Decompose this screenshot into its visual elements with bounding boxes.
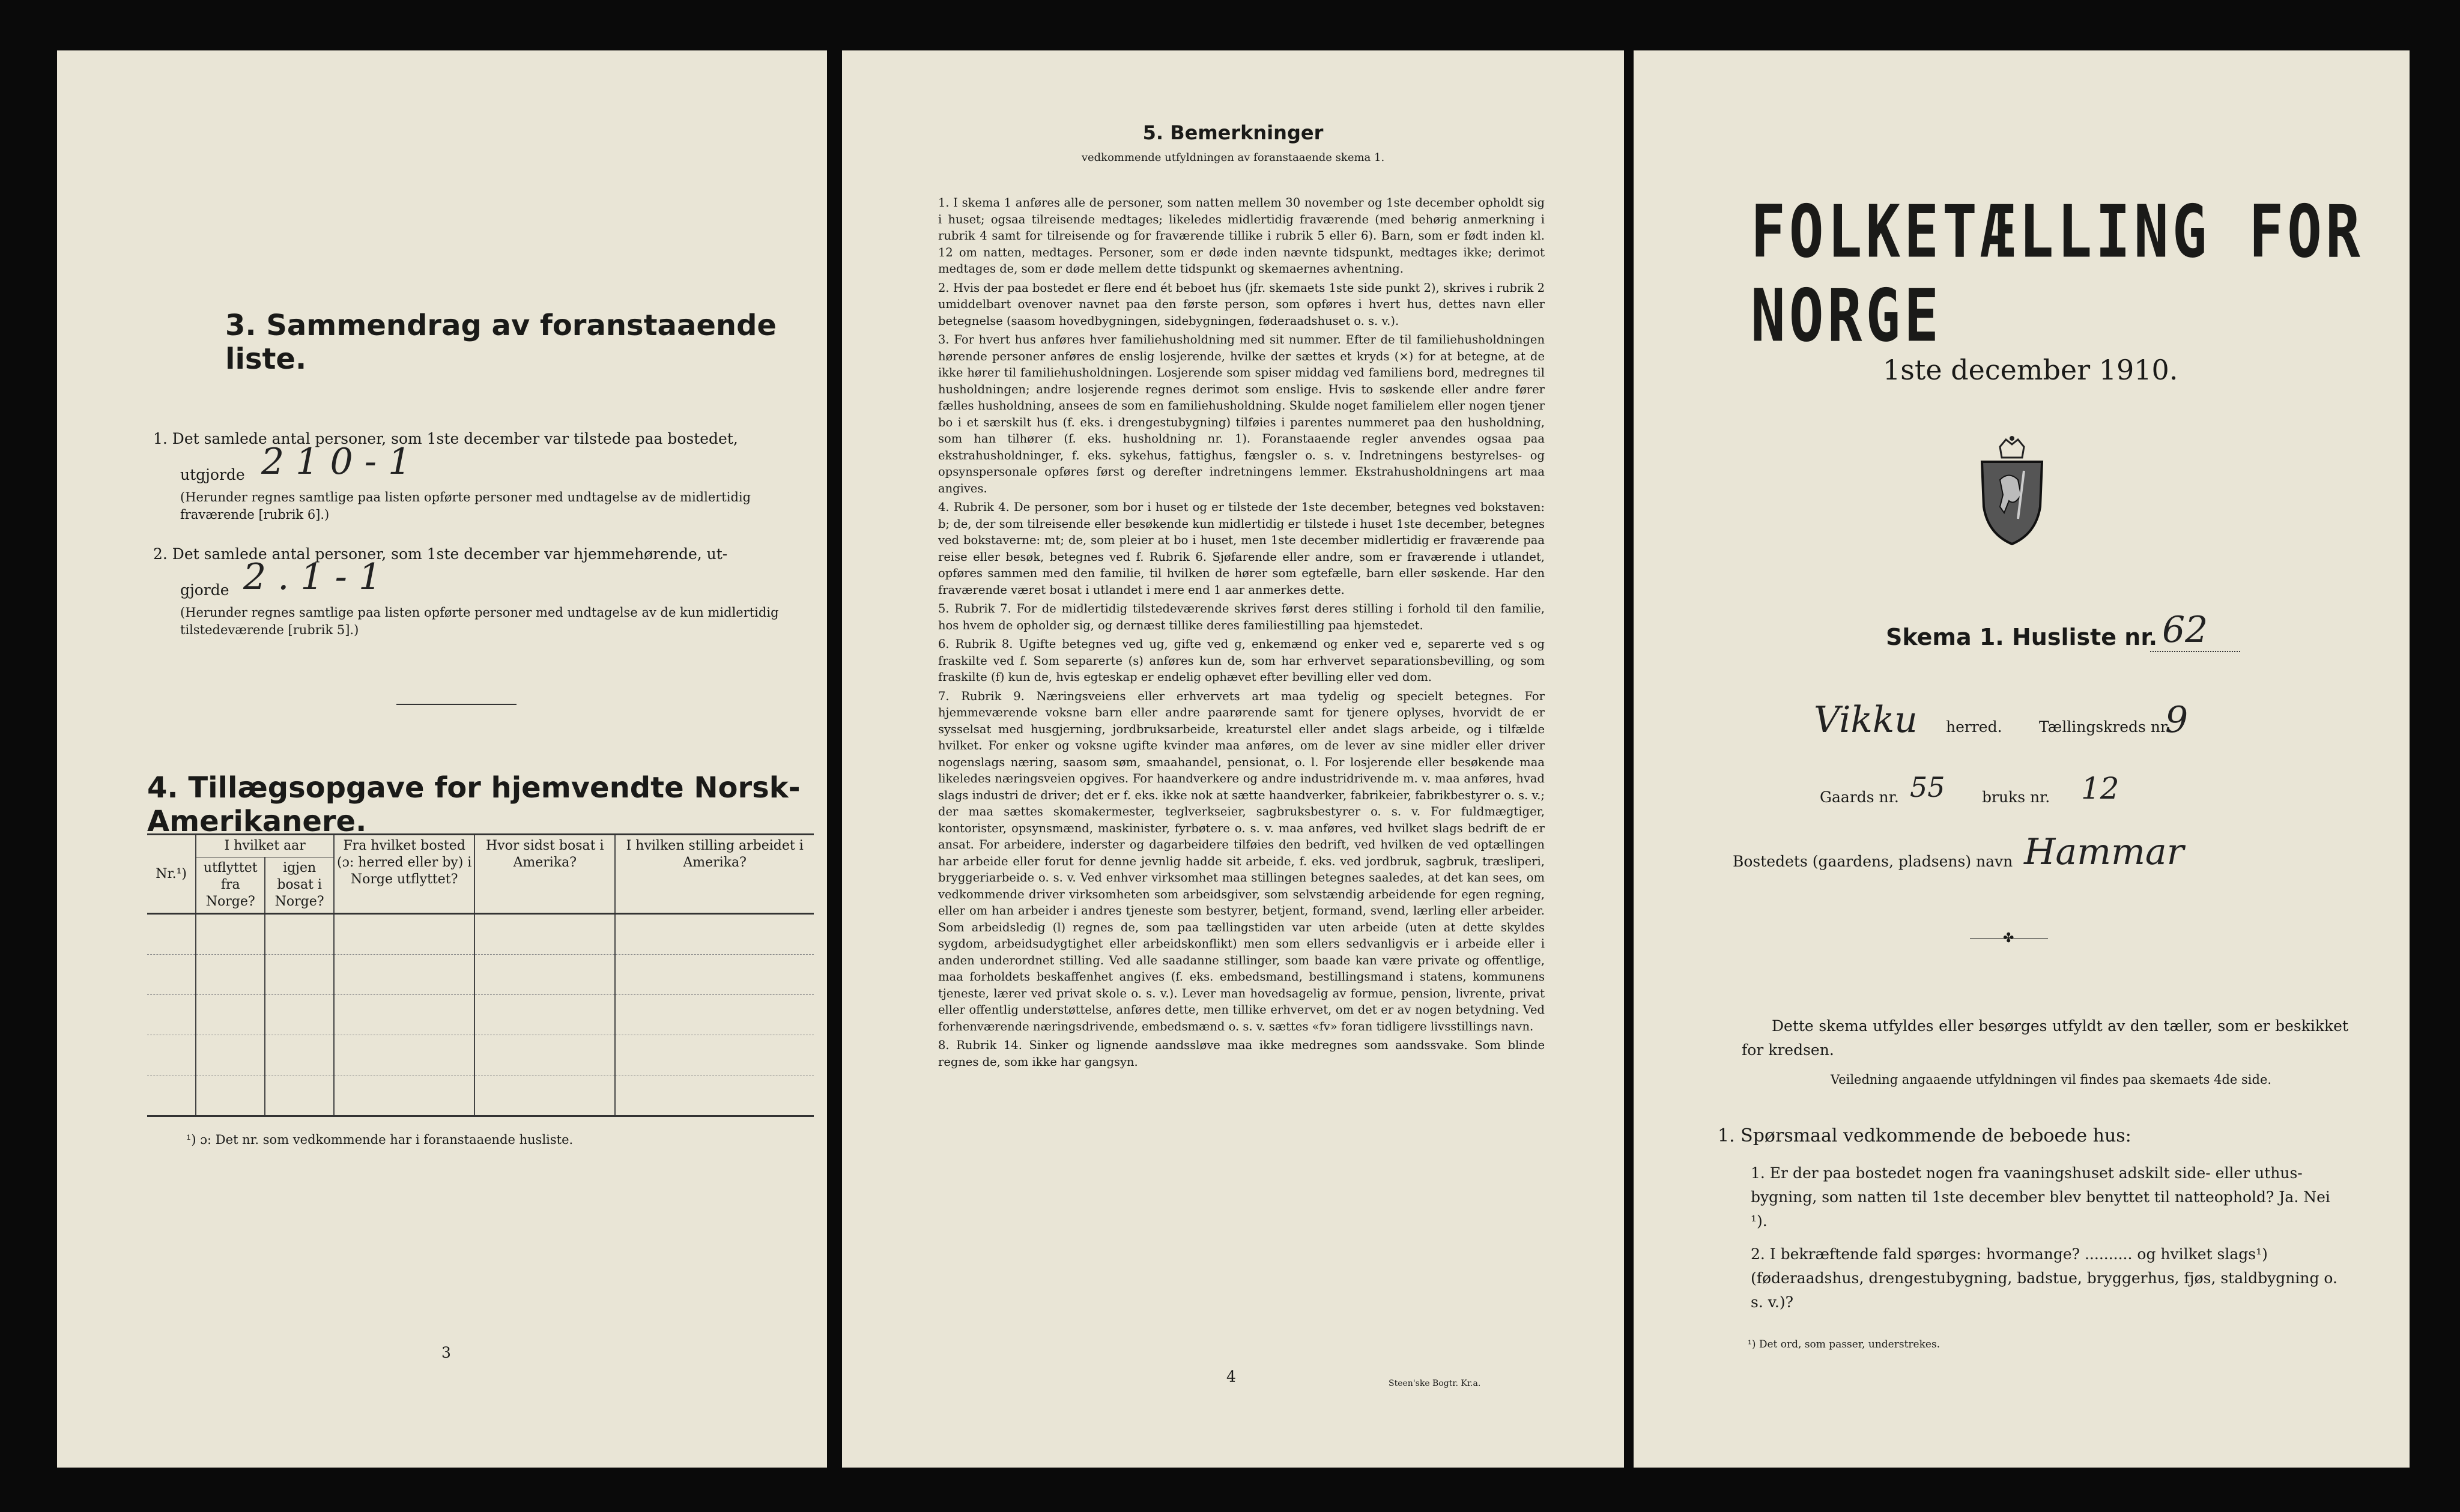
intro-text: Dette skema utfyldes eller besørges utfyldt av den tæller, som er beskikket for kredsen. (1742, 1017, 2348, 1059)
remark-6: 6. Rubrik 8. Ugifte betegnes ved ug, gifte ved g, enkemænd og enker ved e, separerte ved s og fraskilte ved f. Som separerte (s) anføres kun de, som har erhvervet separationsbevilling, og som fraskilte (f) kun de, hvis egteskap er endelig ophævet efter bevilling eller ved dom. (938, 637, 1545, 684)
col-position: I hvilken stilling arbeidet i Amerika? (615, 835, 814, 914)
gaards-label: Gaards nr. (1820, 788, 1899, 806)
page-left (57, 50, 827, 1468)
right-footnote: ¹) Det ord, som passer, understrekes. (1748, 1338, 1940, 1350)
gaards-handwritten: 55 (1910, 771, 1945, 803)
dotted-line (2150, 651, 2240, 653)
table-footnote: ¹) ɔ: Det nr. som vedkommende har i foranstaaende husliste. (186, 1132, 574, 1147)
kreds-handwritten: 9 (2165, 699, 2189, 741)
section-3-title: 3. Sammendrag av foranstaaende liste. (225, 309, 777, 376)
s3-q1-label: utgjorde (180, 466, 245, 483)
remarks-title: 5. Bemerkninger (1142, 121, 1324, 144)
page-right (1634, 50, 2410, 1468)
page-middle (842, 50, 1624, 1468)
s3-q2-label: gjorde (180, 581, 229, 599)
remarks-list (938, 195, 1545, 1072)
coat-of-arms-icon (1973, 435, 2051, 549)
table-row (147, 1075, 814, 1116)
census-date: 1ste december 1910. (1883, 354, 2178, 386)
table-row (147, 995, 814, 1035)
intro-note: Veiledning angaaende utfyldningen vil findes paa skemaets 4de side. (1830, 1072, 2272, 1087)
remark-5: 5. Rubrik 7. For de midlertidig tilstedeværende skrives først deres stilling i forhold til den familie, hos hvem de opholder sig, og dernæst tillike deres familiestilling paa hjemstedet. (938, 602, 1545, 632)
table-row (147, 1035, 814, 1075)
s3-q2-note: (Herunder regnes samtlige paa listen opførte personer med undtagelse av de kun midlertidig tilstedeværende [rubrik 5].) (180, 605, 779, 637)
col-where: Hvor sidst bosat i Amerika? (474, 835, 615, 914)
col-returned: igjen bosat i Norge? (265, 857, 334, 914)
remark-3: 3. For hvert hus anføres hver familiehusholdning med sit nummer. Efter de til familiehusholdningen hørende personer anføres de enslig losjerende, hvilke der sættes et kryds (×) for at betegne, at de ikke hører til familiehusholdningen. Losjerende som spiser middag ved familiens bord, medregnes til husholdningen; andre losjerende regnes derimot som enslige. Hvis to søskende eller andre fører fælles husholdning, ansees de som en familiehusholdning. Skulde noget familielem eller nogen tjener bo i et særskilt hus (f. eks. i drengestubygning) tilføies i parentes nummeret paa den husholdning, som han tilhører (f. eks. husholdning nr. 1). Foranstaaende regler anvendes ogsaa paa ekstrahusholdninger, f. eks. sykehus, fattighus, fængsler o. s. v. Indretningens bestyrelses- og opsynspersonale opføres først og derefter indretningens lemmer. Ekstrahusholdningens art maa angives. (938, 333, 1545, 495)
norsk-amerikanere-table (147, 833, 814, 1117)
herred-label: herred. (1946, 718, 2002, 736)
herred-handwritten: Vikku (1814, 699, 1918, 741)
col-from: Fra hvilket bosted (ɔ: herred eller by) i Norge utflyttet? (334, 835, 474, 914)
husliste-nr-handwritten: 62 (2162, 609, 2208, 651)
skema-label: Skema 1. Husliste nr. (1886, 624, 2158, 650)
census-title: FOLKETÆLLING FOR NORGE (1751, 190, 2364, 358)
table-row (147, 914, 814, 955)
question-1: 1. Er der paa bostedet nogen fra vaaningshuset adskilt side- eller uthus-bygning, som natten til 1ste december blev benyttet til natteophold? Ja. Nei ¹). (1751, 1164, 2330, 1230)
printer-credit: Steen'ske Bogtr. Kr.a. (1389, 1379, 1481, 1388)
s3-q1-text: 1. Det samlede antal personer, som 1ste december var tilstede paa bostedet, (153, 430, 738, 447)
remark-8: 8. Rubrik 14. Sinker og lignende aandssløve maa ikke medregnes som aandssvake. Som blinde regnes de, som ikke har gangsyn. (938, 1038, 1545, 1069)
bruks-label: bruks nr. (1982, 788, 2050, 806)
table-row (147, 955, 814, 995)
section-4-title: 4. Tillægsopgave for hjemvendte Norsk-Amerikanere. (147, 771, 801, 838)
bosted-handwritten: Hammar (2024, 831, 2184, 873)
s3-q1-handwritten: 2 1 0 - 1 (261, 441, 411, 483)
divider (396, 704, 517, 705)
col-group-year: I hvilket aar (196, 835, 334, 857)
col-emigrated: utflyttet fra Norge? (196, 857, 265, 914)
s3-q2-handwritten: 2 . 1 - 1 (243, 556, 382, 598)
remark-1: 1. I skema 1 anføres alle de personer, som natten mellem 30 november og 1ste december opholdt sig i huset; ogsaa tilreisende medtages; likeledes midlertidig fraværende (med behørig anmerkning i rubrik 4 samt for tilreisende og for fraværende tillike i rubrik 5 eller 6). Barn, som er født inden kl. 12 om natten, medtages. Personer, som er døde inden nævnte tidspunkt, medtages ikke; derimot medtages de, som er døde mellem dette tidspunkt og skemaernes avhentning. (938, 196, 1545, 276)
remark-2: 2. Hvis der paa bostedet er flere end ét beboet hus (jfr. skemaets 1ste side punkt 2), skrives i rubrik 2 umiddelbart ovenover navnet paa den første person, som opføres i hvert hus, dettes navn eller betegnelse (saasom hovedbygningen, sidebygningen, føderaadshuset o. s. v.). (938, 280, 1545, 328)
ornament-icon: ✤ (2003, 931, 2014, 946)
questions-heading: 1. Spørsmaal vedkommende de beboede hus: (1718, 1125, 2131, 1146)
remarks-subtitle: vedkommende utfyldningen av foranstaaende skema 1. (1081, 151, 1385, 164)
page-number: 3 (441, 1344, 451, 1361)
question-2: 2. I bekræftende fald spørges: hvormange? .......... og hvilket slags¹) (føderaadshus, drengestubygning, badstue, bryggerhus, fjøs, staldbygning o. s. v.)? (1751, 1245, 2337, 1311)
remark-7: 7. Rubrik 9. Næringsveiens eller erhvervets art maa tydelig og specielt betegnes. For hjemmeværende voksne barn eller andre paarørende samt for tjenere oplyses, hvorvidt de er sysselsat med husgjerning, jordbruksarbeide, kreaturstel eller andet slags arbeide, og i tilfælde hvilket. For enker og voksne ugifte kvinder maa anføres, om de lever av sine midler eller driver nogenslags næring, saasom søm, smaahandel, pensionat, o. l. For losjerende eller besøkende maa likeledes næringsveien opgives. For haandverkere og andre industridrivende m. v. maa anføres, hvad slags industri de driver; det er f. eks. ikke nok at sætte haandverker, fabrikeier, fabrikbestyrer o. s. v.; der maa sættes skomakermester, teglverkseier, sagbruksbestyrer o. s. v. For fuldmægtiger, kontorister, opsynsmænd, maskinister, fyrbøtere o. s. v. maa anføres, ved hvilket slags bedrift de er ansat. For arbeidere, inderster og dagarbeidere tilføies den bedrift, ved hvilken de ved optællingen har arbeide eller forut for denne jevnlig hadde sit arbeide, f. eks. ved jordbruk, sagbruk, træsliperi, bryggeriarbeide o. s. v. Ved enhver virksomhet maa stillingen betegnes saaledes, at det kan sees, om vedkommende driver virksomheten som arbeidsgiver, som selvstændig arbeidende for egen regning, eller om han arbeider i andres tjeneste som bestyrer, betjent, formand, svend, lærling eller arbeider. Som arbeidsledig (l) regnes de, som paa tællingstiden var uten arbeide (uten at dette skyldes sygdom, arbeidsudygtighet eller arbeidskonflikt) men som ellers sedvanligvis er i arbeide eller i anden underordnet stilling. Ved alle saadanne stillinger, som baade kan være private og offentlige, maa forholdets beskaffenhet angives (f. eks. embedsmand, bestillingsmand i statens, kommunens tjeneste, lærer ved privat skole o. s. v.). Lever man hovedsagelig av formue, pension, livrente, privat eller offentlig understøttelse, anføres dette, men tillike erhvervet, om det er av nogen betydning. Ved forhenværende næringsdrivende, embedsmænd o. s. v. sættes «fv» foran tidligere livsstillings navn. (938, 689, 1545, 1033)
bruks-handwritten: 12 (2081, 771, 2119, 806)
remark-4: 4. Rubrik 4. De personer, som bor i huset og er tilstede der 1ste december, betegnes ved bokstaven: b; de, der som tilreisende eller besøkende kun midlertidig er tilstede i huset 1ste december, betegnes ved bokstaverne: mt; de, som pleier at bo i huset, men 1ste december midlertidig er fraværende paa reise eller besøk, betegnes ved f. Rubrik 6. Sjøfarende eller andre, som er fraværende i utlandet, opføres sammen med den familie, til hvilken de hører som egtefælle, barn eller søskende. Har den fraværende været bosat i utlandet i mere end 1 aar anmerkes dette. (938, 500, 1545, 597)
bosted-label: Bostedets (gaardens, pladsens) navn (1733, 853, 2013, 870)
s3-q2-text: 2. Det samlede antal personer, som 1ste december var hjemmehørende, ut- (153, 545, 728, 563)
page-number: 4 (1226, 1368, 1236, 1385)
col-nr: Nr.¹) (156, 866, 187, 881)
s3-q1-note: (Herunder regnes samtlige paa listen opførte personer med undtagelse av de midlertidig fraværende [rubrik 6].) (180, 490, 751, 522)
kreds-label: Tællingskreds nr. (2039, 718, 2171, 736)
